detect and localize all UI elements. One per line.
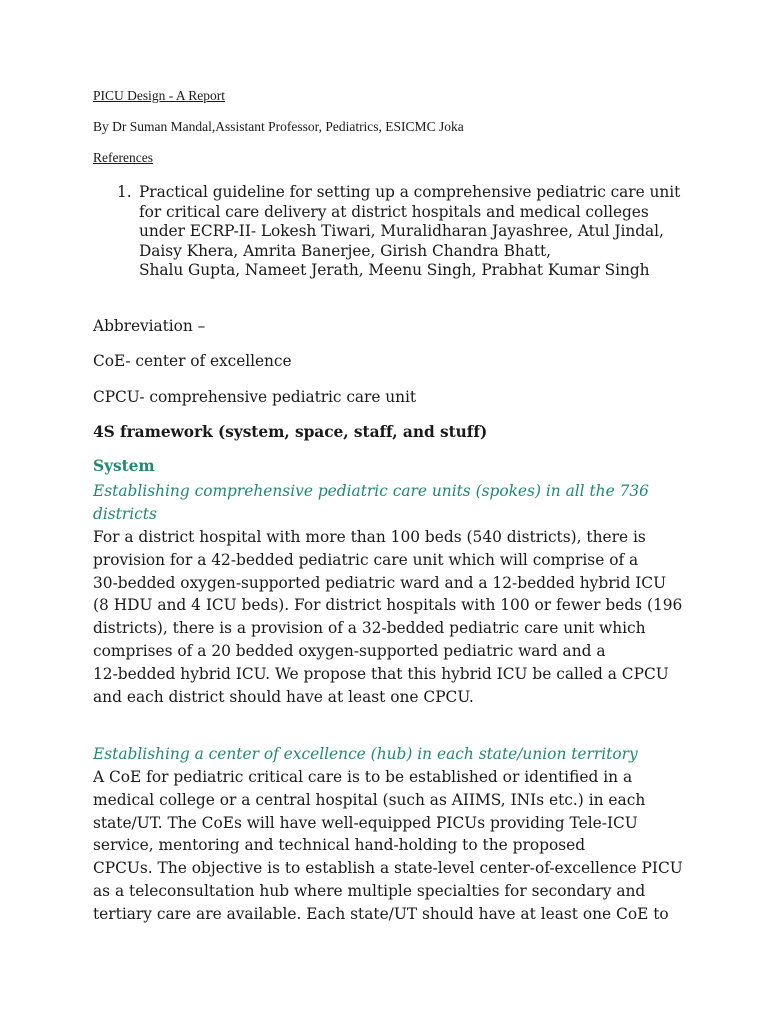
reference-line: Daisy Khera, Amrita Banerjee, Girish Chandra Bhatt, xyxy=(139,241,551,260)
subheading-line: districts xyxy=(93,504,157,523)
reference-number: 1. xyxy=(117,183,132,201)
reference-item xyxy=(93,183,693,281)
reference-line: under ECRP-II- Lokesh Tiwari, Muralidharan Jayashree, Atul Jindal, xyxy=(139,222,664,241)
system-heading: System xyxy=(93,457,155,475)
coe-paragraph xyxy=(93,766,713,926)
reference-line: Shalu Gupta, Nameet Jerath, Meenu Singh, Prabhat Kumar Singh xyxy=(139,261,650,280)
reference-line: for critical care delivery at district hospitals and medical colleges xyxy=(139,202,649,221)
paragraph-line: A CoE for pediatric critical care is to be established or identified in a xyxy=(93,768,633,786)
subheading-line: Establishing comprehensive pediatric care units (spokes) in all the 736 xyxy=(93,482,649,500)
paragraph-line: (8 HDU and 4 ICU beds). For district hospitals with 100 or fewer beds (196 xyxy=(93,596,683,615)
abbreviation-item-cpcu: CPCU- comprehensive pediatric care unit xyxy=(93,388,416,406)
report-title: PICU Design - A Report xyxy=(93,88,226,103)
abbreviation-heading: Abbreviation – xyxy=(93,317,206,335)
abbreviation-item-coe: CoE- center of excellence xyxy=(93,352,292,370)
reference-line: Practical guideline for setting up a comprehensive pediatric care unit xyxy=(139,183,681,201)
paragraph-line: as a teleconsultation hub where multiple specialties for secondary and xyxy=(93,881,646,900)
paragraph-line: comprises of a 20 bedded oxygen-supported pediatric ward and a xyxy=(93,641,606,660)
author-line: By Dr Suman Mandal,Assistant Professor, Pediatrics, ESICMC Joka xyxy=(93,119,464,134)
paragraph-line: tertiary care are available. Each state/UT should have at least one CoE to xyxy=(93,904,669,923)
paragraph-line: 12-bedded hybrid ICU. We propose that this hybrid ICU be called a CPCU xyxy=(93,664,669,683)
paragraph-line: CPCUs. The objective is to establish a state-level center-of-excellence PICU xyxy=(93,859,683,878)
paragraph-line: For a district hospital with more than 100 beds (540 districts), there is xyxy=(93,528,646,546)
references-label: References xyxy=(93,150,153,165)
system-subheading xyxy=(93,480,713,526)
paragraph-line: and each district should have at least one CPCU. xyxy=(93,687,474,706)
references-list xyxy=(93,183,693,281)
paragraph-line: districts), there is a provision of a 32-bedded pediatric care unit which xyxy=(93,619,646,638)
system-paragraph xyxy=(93,526,713,708)
paragraph-line: medical college or a central hospital (such as AIIMS, INIs etc.) in each xyxy=(93,790,646,809)
paragraph-line: state/UT. The CoEs will have well-equipped PICUs providing Tele-ICU xyxy=(93,813,638,832)
paragraph-line: provision for a 42-bedded pediatric care unit which will comprise of a xyxy=(93,550,639,569)
paragraph-line: service, mentoring and technical hand-holding to the proposed xyxy=(93,836,586,855)
paragraph-line: 30-bedded oxygen-supported pediatric ward and a 12-bedded hybrid ICU xyxy=(93,573,667,592)
framework-heading: 4S framework (system, space, staff, and stuff) xyxy=(93,423,488,441)
subheading-line: Establishing a center of excellence (hub) in each state/union territory xyxy=(93,745,638,763)
coe-subheading xyxy=(93,743,713,766)
